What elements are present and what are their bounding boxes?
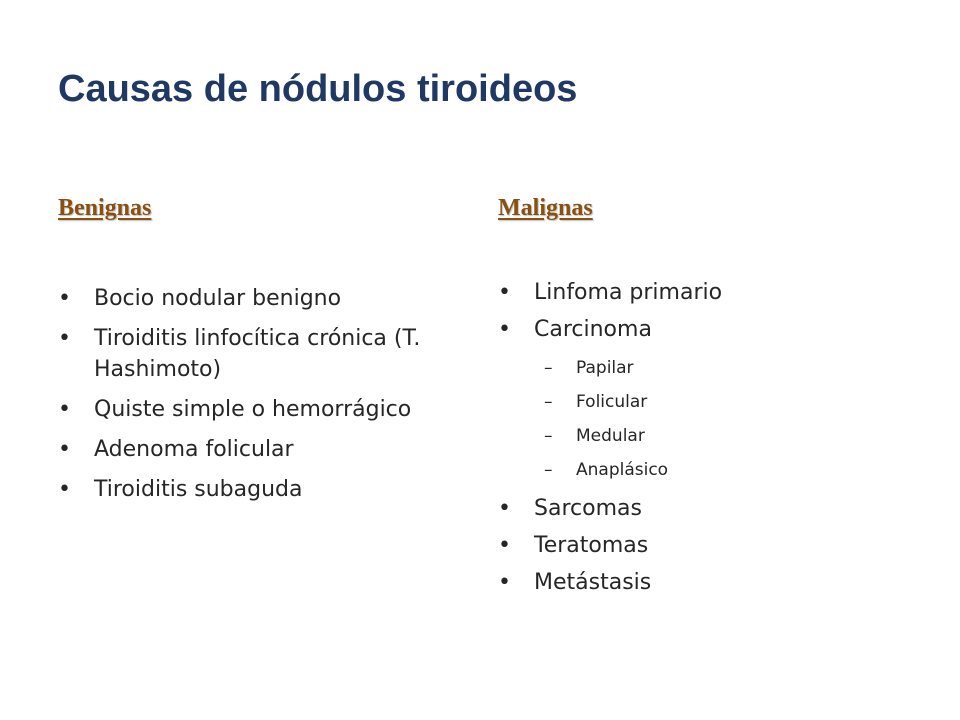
list-item bbox=[58, 394, 458, 425]
sub-list-item-text: Folicular bbox=[576, 392, 648, 412]
list-item bbox=[498, 530, 898, 561]
list-item-text: Teratomas bbox=[534, 533, 649, 558]
bullet-icon: • bbox=[58, 477, 71, 502]
list-item bbox=[58, 323, 458, 385]
dash-icon: – bbox=[544, 426, 553, 446]
slide-title: Causas de nódulos tiroideos bbox=[58, 68, 578, 110]
list-item-text: Sarcomas bbox=[534, 496, 642, 521]
sub-list-item bbox=[538, 385, 898, 419]
bullet-icon: • bbox=[498, 496, 511, 521]
malignas-heading: Malignas bbox=[498, 195, 593, 221]
list-item-text: Tiroiditis subaguda bbox=[94, 477, 303, 502]
list-item-text: Tiroiditis linfocítica crónica (T. Hashimoto) bbox=[94, 326, 421, 382]
benignas-list bbox=[58, 283, 458, 514]
list-item-text: Adenoma folicular bbox=[94, 437, 294, 462]
sub-list-item bbox=[538, 453, 898, 487]
bullet-icon: • bbox=[58, 286, 71, 311]
list-item-text: Quiste simple o hemorrágico bbox=[94, 397, 412, 422]
list-item-text: Carcinoma bbox=[534, 317, 652, 342]
bullet-icon: • bbox=[58, 437, 71, 462]
bullet-icon: • bbox=[498, 317, 511, 342]
bullet-icon: • bbox=[58, 397, 71, 422]
list-item-text: Linfoma primario bbox=[534, 280, 723, 305]
sub-list-item-text: Papilar bbox=[576, 358, 634, 378]
list-item-carcinoma bbox=[498, 314, 898, 487]
sub-list-item-text: Anaplásico bbox=[576, 460, 669, 480]
benignas-heading: Benignas bbox=[58, 195, 152, 221]
bullet-icon: • bbox=[58, 326, 71, 351]
sub-list-item bbox=[538, 351, 898, 385]
list-item bbox=[58, 283, 458, 314]
sub-list-item bbox=[538, 419, 898, 453]
bullet-icon: • bbox=[498, 533, 511, 558]
dash-icon: – bbox=[544, 392, 553, 412]
bullet-icon: • bbox=[498, 280, 511, 305]
bullet-icon: • bbox=[498, 570, 511, 595]
list-item bbox=[58, 434, 458, 465]
list-item bbox=[498, 277, 898, 308]
list-item-text: Metástasis bbox=[534, 570, 652, 595]
malignas-list bbox=[498, 277, 898, 604]
list-item bbox=[498, 493, 898, 524]
carcinoma-subtypes-list bbox=[538, 351, 898, 487]
list-item bbox=[498, 567, 898, 598]
dash-icon: – bbox=[544, 460, 553, 480]
dash-icon: – bbox=[544, 358, 553, 378]
list-item-text: Bocio nodular benigno bbox=[94, 286, 342, 311]
list-item bbox=[58, 474, 458, 505]
sub-list-item-text: Medular bbox=[576, 426, 645, 446]
